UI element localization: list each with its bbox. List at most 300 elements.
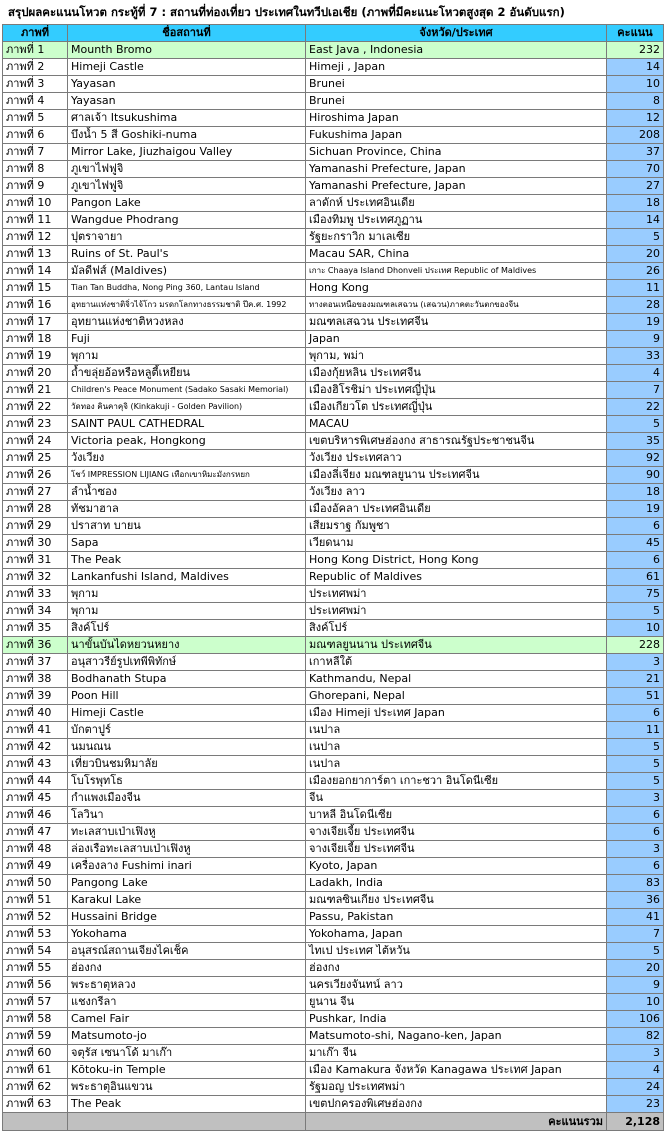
table-row [3, 144, 664, 161]
picture-cell: ภาพที่ 42 [3, 739, 68, 756]
score-cell: 4 [607, 1062, 664, 1079]
location-cell: Brunei [306, 76, 607, 93]
score-cell: 18 [607, 195, 664, 212]
place-name-cell: ภูเขาไฟฟูจิ [68, 161, 306, 178]
picture-cell: ภาพที่ 10 [3, 195, 68, 212]
table-row [3, 586, 664, 603]
location-cell: Yamanashi Prefecture, Japan [306, 161, 607, 178]
table-row [3, 110, 664, 127]
score-cell: 19 [607, 501, 664, 518]
table-row [3, 671, 664, 688]
score-cell: 37 [607, 144, 664, 161]
place-name-cell: ทะเลสาบเป่าเฟิงหู [68, 824, 306, 841]
picture-cell: ภาพที่ 11 [3, 212, 68, 229]
location-cell: เนปาล [306, 722, 607, 739]
picture-cell: ภาพที่ 14 [3, 263, 68, 280]
location-cell: เมืองฮิโรชิม่า ประเทศญี่ปุ่น [306, 382, 607, 399]
location-cell: เมืองยอกยาการ์ตา เกาะชวา อินโดนีเซีย [306, 773, 607, 790]
table-row [3, 484, 664, 501]
location-cell: เนปาล [306, 739, 607, 756]
location-cell: Kathmandu, Nepal [306, 671, 607, 688]
picture-cell: ภาพที่ 48 [3, 841, 68, 858]
place-name-cell: Poon Hill [68, 688, 306, 705]
place-name-cell: Pangong Lake [68, 875, 306, 892]
table-row [3, 433, 664, 450]
picture-cell: ภาพที่ 49 [3, 858, 68, 875]
picture-cell: ภาพที่ 51 [3, 892, 68, 909]
location-cell: Yokohama, Japan [306, 926, 607, 943]
place-name-cell: วังเวียง [68, 450, 306, 467]
score-cell: 3 [607, 790, 664, 807]
picture-cell: ภาพที่ 15 [3, 280, 68, 297]
picture-cell: ภาพที่ 9 [3, 178, 68, 195]
picture-cell: ภาพที่ 22 [3, 399, 68, 416]
location-cell: เกาหลีใต้ [306, 654, 607, 671]
place-name-cell: ศาลเจ้า Itsukushima [68, 110, 306, 127]
location-cell: เมืองเกียวโต ประเทศญี่ปุ่น [306, 399, 607, 416]
table-row [3, 552, 664, 569]
location-cell: จีน [306, 790, 607, 807]
picture-cell: ภาพที่ 24 [3, 433, 68, 450]
table-row [3, 382, 664, 399]
picture-cell: ภาพที่ 58 [3, 1011, 68, 1028]
picture-cell: ภาพที่ 18 [3, 331, 68, 348]
place-name-cell: บักตาปูร์ [68, 722, 306, 739]
score-cell: 14 [607, 59, 664, 76]
place-name-cell: Matsumoto-jo [68, 1028, 306, 1045]
score-cell: 6 [607, 807, 664, 824]
score-cell: 5 [607, 773, 664, 790]
location-cell: Passu, Pakistan [306, 909, 607, 926]
place-name-cell: ภูเขาไฟฟูจิ [68, 178, 306, 195]
place-name-cell: Lankanfushi Island, Maldives [68, 569, 306, 586]
table-row [3, 875, 664, 892]
table-row [3, 858, 664, 875]
location-cell: Sichuan Province, China [306, 144, 607, 161]
table-row [3, 535, 664, 552]
header-score: คะแนน [607, 25, 664, 42]
picture-cell: ภาพที่ 20 [3, 365, 68, 382]
location-cell: Brunei [306, 93, 607, 110]
place-name-cell: The Peak [68, 1096, 306, 1113]
score-cell: 208 [607, 127, 664, 144]
score-cell: 19 [607, 314, 664, 331]
picture-cell: ภาพที่ 52 [3, 909, 68, 926]
score-cell: 18 [607, 484, 664, 501]
total-empty-1 [3, 1113, 68, 1131]
table-row [3, 1062, 664, 1079]
score-cell: 10 [607, 620, 664, 637]
table-row [3, 722, 664, 739]
location-cell: บาหลี อินโดนีเซีย [306, 807, 607, 824]
total-label: คะแนนรวม [306, 1113, 607, 1131]
location-cell: เนปาล [306, 756, 607, 773]
table-row [3, 246, 664, 263]
location-cell: พุกาม, พม่า [306, 348, 607, 365]
table-row [3, 637, 664, 654]
location-cell: เกาะ Chaaya Island Dhonveli ประเทศ Republic of Maldives [306, 263, 607, 280]
table-row [3, 93, 664, 110]
picture-cell: ภาพที่ 16 [3, 297, 68, 314]
score-cell: 7 [607, 926, 664, 943]
score-cell: 10 [607, 994, 664, 1011]
score-cell: 92 [607, 450, 664, 467]
location-cell: เมือง Himeji ประเทศ Japan [306, 705, 607, 722]
location-cell: Hong Kong [306, 280, 607, 297]
score-cell: 35 [607, 433, 664, 450]
table-row [3, 450, 664, 467]
place-name-cell: อุทยานแห่งชาติหวงหลง [68, 314, 306, 331]
score-cell: 10 [607, 76, 664, 93]
picture-cell: ภาพที่ 47 [3, 824, 68, 841]
table-row [3, 263, 664, 280]
location-cell: มณฑลเสฉวน ประเทศจีน [306, 314, 607, 331]
place-name-cell: เที่ยวบินชมหิมาลัย [68, 756, 306, 773]
place-name-cell: ถ้ำขลุ่ยอ้อหรือหลูตี้เหยียน [68, 365, 306, 382]
table-row [3, 127, 664, 144]
picture-cell: ภาพที่ 57 [3, 994, 68, 1011]
location-cell: วังเวียง ลาว [306, 484, 607, 501]
table-row [3, 416, 664, 433]
picture-cell: ภาพที่ 43 [3, 756, 68, 773]
picture-cell: ภาพที่ 62 [3, 1079, 68, 1096]
table-row [3, 1045, 664, 1062]
total-value: 2,128 [607, 1113, 664, 1131]
score-cell: 3 [607, 654, 664, 671]
score-cell: 228 [607, 637, 664, 654]
location-cell: ประเทศพม่า [306, 603, 607, 620]
place-name-cell: พระธาตุอินแขวน [68, 1079, 306, 1096]
score-cell: 23 [607, 1096, 664, 1113]
place-name-cell: นาขั้นบันไดหยวนหยาง [68, 637, 306, 654]
score-cell: 14 [607, 212, 664, 229]
table-row [3, 620, 664, 637]
table-row [3, 1079, 664, 1096]
table-row [3, 518, 664, 535]
picture-cell: ภาพที่ 54 [3, 943, 68, 960]
table-row [3, 348, 664, 365]
place-name-cell: Tian Tan Buddha, Nong Ping 360, Lantau Island [68, 280, 306, 297]
place-name-cell: เครื่องลาง Fushimi inari [68, 858, 306, 875]
picture-cell: ภาพที่ 33 [3, 586, 68, 603]
score-cell: 21 [607, 671, 664, 688]
table-row [3, 994, 664, 1011]
picture-cell: ภาพที่ 59 [3, 1028, 68, 1045]
picture-cell: ภาพที่ 35 [3, 620, 68, 637]
table-row [3, 892, 664, 909]
place-name-cell: ทัชมาฮาล [68, 501, 306, 518]
place-name-cell: นมนณน [68, 739, 306, 756]
place-name-cell: สิงค์โปร์ [68, 620, 306, 637]
location-cell: Yamanashi Prefecture, Japan [306, 178, 607, 195]
table-row [3, 807, 664, 824]
location-cell: Pushkar, India [306, 1011, 607, 1028]
place-name-cell: อนุสาวรีย์รูปเทพีพิทักษ์ [68, 654, 306, 671]
picture-cell: ภาพที่ 4 [3, 93, 68, 110]
score-cell: 3 [607, 1045, 664, 1062]
total-empty-2 [68, 1113, 306, 1131]
picture-cell: ภาพที่ 34 [3, 603, 68, 620]
picture-cell: ภาพที่ 26 [3, 467, 68, 484]
place-name-cell: โบโรพุทโธ [68, 773, 306, 790]
score-cell: 24 [607, 1079, 664, 1096]
score-table [2, 24, 664, 1131]
picture-cell: ภาพที่ 39 [3, 688, 68, 705]
table-row [3, 603, 664, 620]
score-cell: 36 [607, 892, 664, 909]
table-row [3, 790, 664, 807]
table-row [3, 1028, 664, 1045]
score-cell: 41 [607, 909, 664, 926]
picture-cell: ภาพที่ 2 [3, 59, 68, 76]
location-cell: ยูนาน จีน [306, 994, 607, 1011]
location-cell: เมืองอัคลา ประเทศอินเดีย [306, 501, 607, 518]
picture-cell: ภาพที่ 63 [3, 1096, 68, 1113]
score-cell: 20 [607, 246, 664, 263]
location-cell: เมืองลี่เจียง มณฑลยูนาน ประเทศจีน [306, 467, 607, 484]
picture-cell: ภาพที่ 37 [3, 654, 68, 671]
page-title: สรุปผลคะแนนโหวต กระทู้ที่ 7 : สถานที่ท่องเที่ยว ประเทศในทวีปเอเชีย (ภาพที่มีคะแนะโหวตสูงสุด 2 อันดับแรก) [8, 5, 565, 19]
table-row [3, 705, 664, 722]
place-name-cell: Ruins of St. Paul's [68, 246, 306, 263]
score-cell: 45 [607, 535, 664, 552]
picture-cell: ภาพที่ 45 [3, 790, 68, 807]
picture-cell: ภาพที่ 5 [3, 110, 68, 127]
place-name-cell: โชว์ IMPRESSION LIJIANG เทือกเขาหิมะมังกรหยก [68, 467, 306, 484]
picture-cell: ภาพที่ 29 [3, 518, 68, 535]
header-picture: ภาพที่ [3, 25, 68, 42]
picture-cell: ภาพที่ 55 [3, 960, 68, 977]
location-cell: East Java , Indonesia [306, 42, 607, 59]
place-name-cell: ปราสาท บายน [68, 518, 306, 535]
place-name-cell: พระธาตุหลวง [68, 977, 306, 994]
score-cell: 22 [607, 399, 664, 416]
table-row [3, 314, 664, 331]
picture-cell: ภาพที่ 50 [3, 875, 68, 892]
table-row [3, 756, 664, 773]
table-row [3, 76, 664, 93]
table-row [3, 331, 664, 348]
location-cell: Japan [306, 331, 607, 348]
table-row [3, 229, 664, 246]
place-name-cell: Karakul Lake [68, 892, 306, 909]
picture-cell: ภาพที่ 6 [3, 127, 68, 144]
place-name-cell: Hussaini Bridge [68, 909, 306, 926]
place-name-cell: Children's Peace Monument (Sadako Sasaki Memorial) [68, 382, 306, 399]
score-cell: 5 [607, 229, 664, 246]
place-name-cell: Yayasan [68, 93, 306, 110]
table-row [3, 59, 664, 76]
picture-cell: ภาพที่ 13 [3, 246, 68, 263]
place-name-cell: บึงน้ำ 5 สี Goshiki-numa [68, 127, 306, 144]
table-row [3, 960, 664, 977]
location-cell: Hong Kong District, Hong Kong [306, 552, 607, 569]
location-cell: รัฐยะกราวิก มาเลเซีย [306, 229, 607, 246]
score-cell: 8 [607, 93, 664, 110]
table-row [3, 569, 664, 586]
location-cell: ฮ่องกง [306, 960, 607, 977]
score-cell: 232 [607, 42, 664, 59]
score-cell: 28 [607, 297, 664, 314]
table-row [3, 824, 664, 841]
score-cell: 6 [607, 552, 664, 569]
score-cell: 26 [607, 263, 664, 280]
picture-cell: ภาพที่ 60 [3, 1045, 68, 1062]
picture-cell: ภาพที่ 25 [3, 450, 68, 467]
location-cell: ไทเป ประเทศ ไต้หวัน [306, 943, 607, 960]
table-row [3, 773, 664, 790]
table-row [3, 1011, 664, 1028]
table-row [3, 926, 664, 943]
score-cell: 83 [607, 875, 664, 892]
score-cell: 6 [607, 518, 664, 535]
place-name-cell: Mounth Bromo [68, 42, 306, 59]
score-cell: 20 [607, 960, 664, 977]
picture-cell: ภาพที่ 53 [3, 926, 68, 943]
picture-cell: ภาพที่ 17 [3, 314, 68, 331]
picture-cell: ภาพที่ 28 [3, 501, 68, 518]
location-cell: Macau SAR, China [306, 246, 607, 263]
score-cell: 9 [607, 977, 664, 994]
picture-cell: ภาพที่ 12 [3, 229, 68, 246]
score-cell: 5 [607, 739, 664, 756]
picture-cell: ภาพที่ 56 [3, 977, 68, 994]
score-cell: 61 [607, 569, 664, 586]
score-cell: 6 [607, 824, 664, 841]
score-cell: 90 [607, 467, 664, 484]
score-cell: 3 [607, 841, 664, 858]
place-name-cell: โลวินา [68, 807, 306, 824]
place-name-cell: พุกาม [68, 603, 306, 620]
location-cell: Republic of Maldives [306, 569, 607, 586]
score-cell: 5 [607, 756, 664, 773]
table-row [3, 841, 664, 858]
picture-cell: ภาพที่ 44 [3, 773, 68, 790]
table-row [3, 909, 664, 926]
table-row [3, 943, 664, 960]
location-cell: Ladakh, India [306, 875, 607, 892]
score-cell: 75 [607, 586, 664, 603]
place-name-cell: ฮ่องกง [68, 960, 306, 977]
score-cell: 33 [607, 348, 664, 365]
picture-cell: ภาพที่ 38 [3, 671, 68, 688]
location-cell: Fukushima Japan [306, 127, 607, 144]
place-name-cell: Yayasan [68, 76, 306, 93]
picture-cell: ภาพที่ 36 [3, 637, 68, 654]
picture-cell: ภาพที่ 61 [3, 1062, 68, 1079]
picture-cell: ภาพที่ 27 [3, 484, 68, 501]
place-name-cell: Fuji [68, 331, 306, 348]
table-row [3, 42, 664, 59]
score-cell: 11 [607, 280, 664, 297]
place-name-cell: Pangon Lake [68, 195, 306, 212]
table-row [3, 501, 664, 518]
location-cell: เขตปกครองพิเศษฮ่องกง [306, 1096, 607, 1113]
score-cell: 27 [607, 178, 664, 195]
location-cell: MACAU [306, 416, 607, 433]
picture-cell: ภาพที่ 23 [3, 416, 68, 433]
table-row [3, 1096, 664, 1113]
table-row [3, 178, 664, 195]
table-row [3, 212, 664, 229]
picture-cell: ภาพที่ 8 [3, 161, 68, 178]
location-cell: มาเก๊า จีน [306, 1045, 607, 1062]
score-cell: 70 [607, 161, 664, 178]
total-row [3, 1113, 664, 1131]
place-name-cell: Kōtoku-in Temple [68, 1062, 306, 1079]
location-cell: Hiroshima Japan [306, 110, 607, 127]
place-name-cell: Bodhanath Stupa [68, 671, 306, 688]
score-cell: 5 [607, 603, 664, 620]
picture-cell: ภาพที่ 31 [3, 552, 68, 569]
location-cell: จางเจียเจี้ย ประเทศจีน [306, 841, 607, 858]
table-row [3, 739, 664, 756]
place-name-cell: อุทยานแห่งชาติจิ่วไจ้โกว มรดกโลกทางธรรมชาติ ปีค.ศ. 1992 [68, 297, 306, 314]
place-name-cell: กำแพงเมืองจีน [68, 790, 306, 807]
score-cell: 4 [607, 365, 664, 382]
table-row [3, 467, 664, 484]
place-name-cell: Camel Fair [68, 1011, 306, 1028]
place-name-cell: Himeji Castle [68, 705, 306, 722]
location-cell: วังเวียง ประเทศลาว [306, 450, 607, 467]
place-name-cell: อนุสรณ์สถานเจียงไคเช็ค [68, 943, 306, 960]
score-cell: 51 [607, 688, 664, 705]
table-body [3, 42, 664, 1113]
place-name-cell: พุกาม [68, 586, 306, 603]
table-row [3, 297, 664, 314]
place-name-cell: จตุรัส เซนาโด้ มาเก๊า [68, 1045, 306, 1062]
location-cell: จางเจียเจี้ย ประเทศจีน [306, 824, 607, 841]
place-name-cell: วัดทอง คินคาคุจิ (Kinkakuji - Golden Pavilion) [68, 399, 306, 416]
picture-cell: ภาพที่ 41 [3, 722, 68, 739]
picture-cell: ภาพที่ 30 [3, 535, 68, 552]
score-cell: 9 [607, 331, 664, 348]
place-name-cell: ล่องเรือทะเลสาบเป่าเฟิงหู [68, 841, 306, 858]
score-cell: 12 [607, 110, 664, 127]
picture-cell: ภาพที่ 7 [3, 144, 68, 161]
place-name-cell: มัลดีฟส์ (Maldives) [68, 263, 306, 280]
picture-cell: ภาพที่ 3 [3, 76, 68, 93]
picture-cell: ภาพที่ 46 [3, 807, 68, 824]
picture-cell: ภาพที่ 40 [3, 705, 68, 722]
location-cell: มณฑลยูนนาน ประเทศจีน [306, 637, 607, 654]
location-cell: เสียมราฐ กัมพูชา [306, 518, 607, 535]
table-row [3, 365, 664, 382]
picture-cell: ภาพที่ 1 [3, 42, 68, 59]
score-cell: 82 [607, 1028, 664, 1045]
location-cell: เมืองทิมพู ประเทศภูฏาน [306, 212, 607, 229]
place-name-cell: แชงกรีลา [68, 994, 306, 1011]
place-name-cell: Sapa [68, 535, 306, 552]
place-name-cell: The Peak [68, 552, 306, 569]
header-place-name: ชื่อสถานที่ [68, 25, 306, 42]
location-cell: เขตบริหารพิเศษฮ่องกง สาธารณรัฐประชาชนจีน [306, 433, 607, 450]
score-cell: 106 [607, 1011, 664, 1028]
header-province-country: จังหวัด/ประเทศ [306, 25, 607, 42]
score-cell: 11 [607, 722, 664, 739]
location-cell: มณฑลซินเกียง ประเทศจีน [306, 892, 607, 909]
location-cell: Ghorepani, Nepal [306, 688, 607, 705]
place-name-cell: SAINT PAUL CATHEDRAL [68, 416, 306, 433]
place-name-cell: Victoria peak, Hongkong [68, 433, 306, 450]
location-cell: รัฐมอญ ประเทศพม่า [306, 1079, 607, 1096]
place-name-cell: พุกาม [68, 348, 306, 365]
location-cell: ลาดักห์ ประเทศอินเดีย [306, 195, 607, 212]
place-name-cell: Mirror Lake, Jiuzhaigou Valley [68, 144, 306, 161]
table-row [3, 195, 664, 212]
location-cell: Matsumoto-shi, Nagano-ken, Japan [306, 1028, 607, 1045]
location-cell: เมืองกุ้ยหลิน ประเทศจีน [306, 365, 607, 382]
